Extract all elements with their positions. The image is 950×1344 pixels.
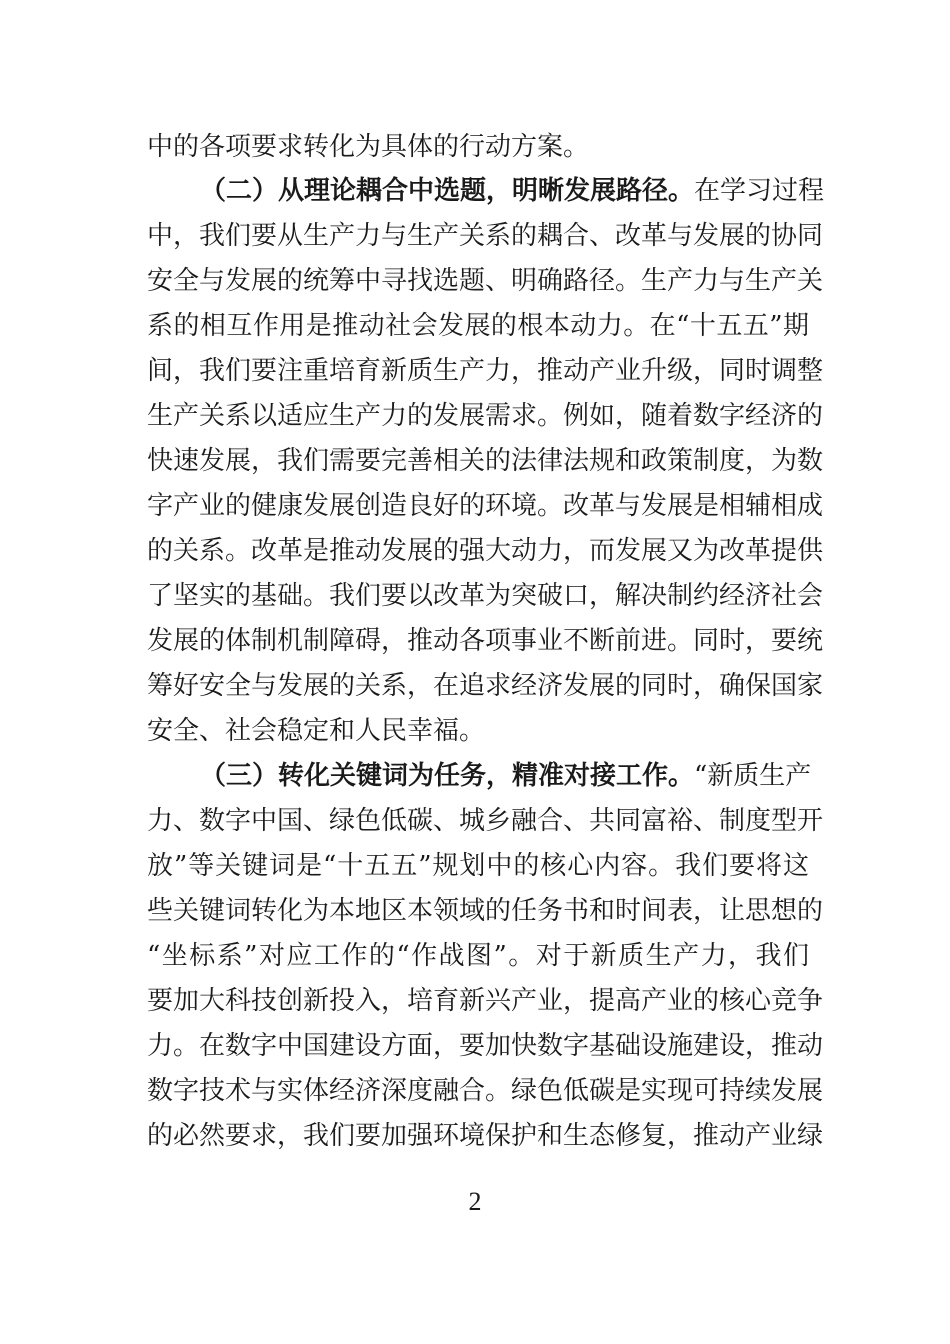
line-text: “新质生产 [694, 761, 812, 791]
text-line-1 [147, 125, 809, 169]
line-text: 安全、社会稳定和人民幸福。 [147, 716, 486, 746]
text-line-16 [147, 799, 824, 843]
line-text: 力、数字中国、绿色低碳、城乡融合、共同富裕、制度型开 [147, 806, 824, 836]
line-text: 力。在数字中国建设方面，要加快数字基础设施建设，推动 [147, 1031, 824, 1061]
section-heading-2: （二）从理论耦合中选题，明晰发展路径。 [200, 176, 695, 206]
line-text: 了坚实的基础。我们要以改革为突破口，解决制约经济社会 [147, 581, 824, 611]
text-line-9 [147, 484, 824, 528]
line-text: “坐标系”对应工作的“作战图”。对于新质生产力，我们 [147, 941, 809, 971]
text-line-10 [147, 529, 824, 573]
line-text: 的必然要求，我们要加强环境保护和生态修复，推动产业绿 [147, 1121, 824, 1151]
text-line-12 [147, 619, 824, 663]
text-line-15 [200, 754, 812, 798]
text-line-20 [147, 979, 824, 1023]
page-number: 2 [468, 1187, 482, 1216]
text-line-8 [147, 439, 824, 483]
text-line-14 [147, 709, 809, 753]
text-line-19 [147, 934, 809, 978]
line-text: 系的相互作用是推动社会发展的根本动力。在“十五五”期 [147, 311, 809, 341]
text-line-6 [147, 349, 824, 393]
text-line-21 [147, 1024, 824, 1068]
text-line-11 [147, 574, 824, 618]
line-text: 发展的体制机制障碍，推动各项事业不断前进。同时，要统 [147, 626, 824, 656]
text-line-17 [147, 844, 809, 888]
line-text: 放”等关键词是“十五五”规划中的核心内容。我们要将这 [147, 851, 809, 881]
line-text: 数字技术与实体经济深度融合。绿色低碳是实现可持续发展 [147, 1076, 824, 1106]
text-line-5 [147, 304, 809, 348]
line-text: 些关键词转化为本地区本领域的任务书和时间表，让思想的 [147, 896, 824, 926]
text-line-13 [147, 664, 824, 708]
line-text: 快速发展，我们需要完善相关的法律法规和政策制度，为数 [147, 446, 824, 476]
line-text: 要加大科技创新投入，培育新兴产业，提高产业的核心竞争 [147, 986, 824, 1016]
line-text: 在学习过程 [694, 176, 825, 206]
text-line-3 [147, 214, 824, 258]
line-text: 中的各项要求转化为具体的行动方案。 [147, 132, 590, 162]
text-line-7 [147, 394, 824, 438]
text-line-18 [147, 889, 824, 933]
text-line-23 [147, 1114, 824, 1158]
text-line-22 [147, 1069, 824, 1113]
text-line-2 [200, 169, 825, 213]
text-line-4 [147, 259, 824, 303]
line-text: 字产业的健康发展创造良好的环境。改革与发展是相辅相成 [147, 491, 824, 521]
line-text: 生产关系以适应生产力的发展需求。例如，随着数字经济的 [147, 401, 824, 431]
line-text: 筹好安全与发展的关系，在追求经济发展的同时，确保国家 [147, 671, 824, 701]
line-text: 的关系。改革是推动发展的强大动力，而发展又为改革提供 [147, 536, 824, 566]
section-heading-3: （三）转化关键词为任务，精准对接工作。 [200, 761, 695, 791]
line-text: 间，我们要注重培育新质生产力，推动产业升级，同时调整 [147, 356, 824, 386]
line-text: 中，我们要从生产力与生产关系的耦合、改革与发展的协同 [147, 221, 824, 251]
line-text: 安全与发展的统筹中寻找选题、明确路径。生产力与生产关 [147, 266, 824, 296]
